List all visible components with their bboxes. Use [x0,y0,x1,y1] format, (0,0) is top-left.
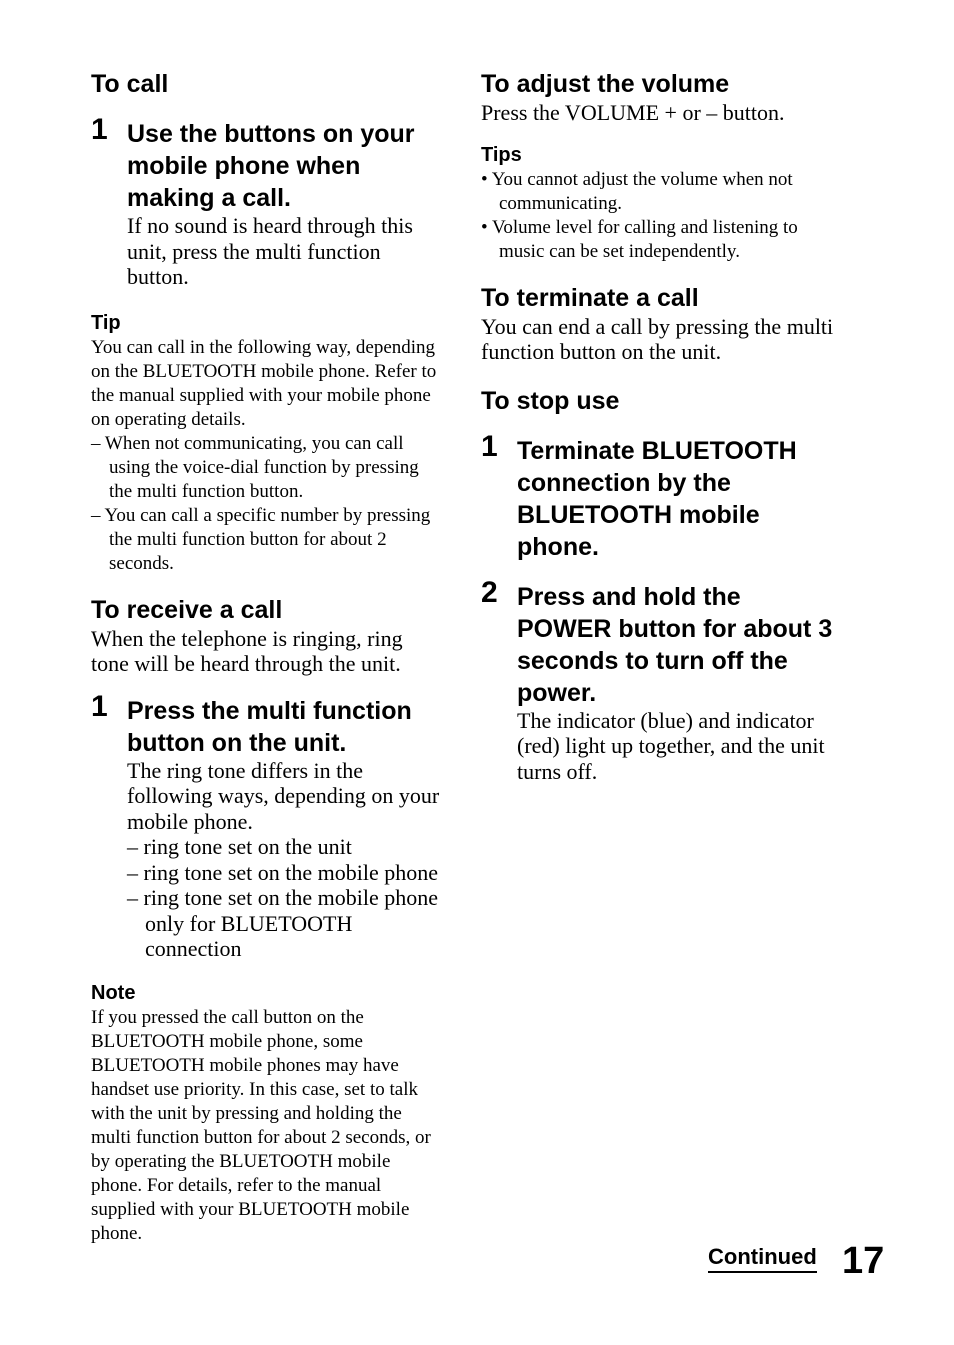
step-number: 1 [91,689,108,723]
step-number: 1 [91,113,108,146]
heading-tips: Tips [481,143,522,166]
step-stop-2 [481,575,836,785]
step-stop-1 [481,429,836,563]
step-title: Press the multi function button on the unit. [127,696,412,757]
heading-to-call: To call [91,70,169,98]
heading-volume: To adjust the volume [481,70,730,98]
heading-terminate: To terminate a call [481,283,699,312]
page-number: 17 [842,1240,885,1282]
ring-tone-item: – ring tone set on the unit [127,834,352,859]
step-title: Terminate BLUETOOTH connection by the BLUETOOTH mobile phone. [517,436,797,561]
tips-item: • You cannot adjust the volume when not communicating. [481,168,793,214]
heading-note: Note [91,981,136,1004]
volume-body: Press the VOLUME + or – button. [481,100,785,125]
step-number: 1 [481,429,498,463]
step-title: Use the buttons on your mobile phone when making a call. [127,120,415,212]
tip-item: – When not communicating, you can call using the voice-dial function by pressing the multi function button. [91,432,419,502]
step-call-1 [91,113,441,290]
step-body: The indicator (blue) and indicator (red) light up together, and the unit turns off. [517,707,825,784]
right-column [481,68,836,784]
heading-stop-use: To stop use [481,386,620,415]
step-title: Press and hold the POWER button for about 3 seconds to turn off the power. [517,582,833,707]
tips-item: • Volume level for calling and listening to music can be set independently. [481,216,798,262]
left-column [91,68,441,1246]
tip-body: You can call in the following way, depending on the BLUETOOTH mobile phone. Refer to the manual supplied with your mobile phone on operating details. [91,336,437,430]
tip-item: – You can call a specific number by pressing the multi function button for about 2 seconds. [91,504,431,574]
step-number: 2 [481,575,498,609]
ring-tone-item: – ring tone set on the mobile phone [127,859,438,885]
step-body: If no sound is heard through this unit, press the multi function button. [127,213,413,289]
terminate-body: You can end a call by pressing the multi function button on the unit. [481,313,834,364]
receive-body: When the telephone is ringing, ring tone will be heard through the unit. [91,625,403,676]
heading-to-receive: To receive a call [91,595,283,624]
continued-label: Continued [708,1243,817,1273]
note-body: If you pressed the call button on the BLUETOOTH mobile phone, some BLUETOOTH mobile phones may have handset use priority. In this case, set to talk with the unit by pressing and holding the multi function button for about 2 seconds, or by operating the BLUETOOTH mobile phone. For details, refer to the manual supplied with your BLUETOOTH mobile phone. [91,1006,431,1244]
step-receive-1 [91,689,441,962]
heading-tip: Tip [91,311,121,334]
ring-tone-item: – ring tone set on the mobile phone only for BLUETOOTH connection [127,885,438,961]
step-body: The ring tone differs in the following ways, depending on your mobile phone. [127,757,440,834]
